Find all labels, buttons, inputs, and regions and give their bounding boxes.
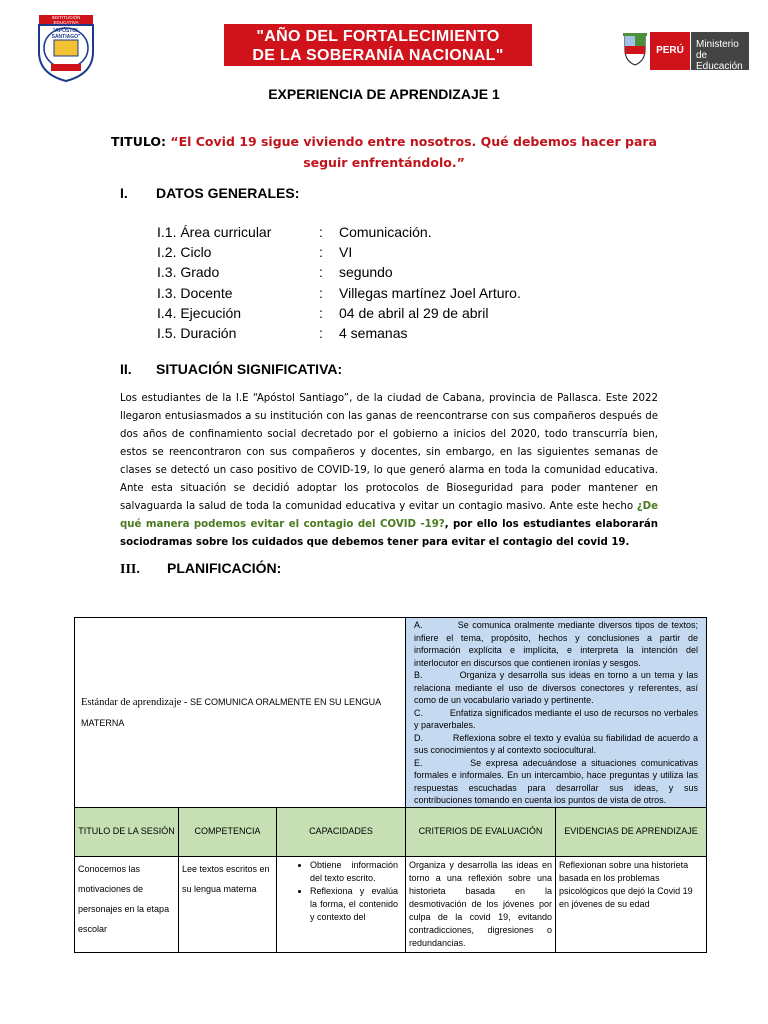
- data-key: I.4. Ejecución: [157, 304, 242, 321]
- data-key: I.1. Área curricular: [157, 224, 272, 240]
- evidence-cell: Reflexionan sobre una historieta basada en los problemas psicológicos que dejó la Covid 19 en jóvenes de su edad: [556, 856, 707, 952]
- data-sep: :: [319, 325, 323, 342]
- title-label: TITULO: [111, 134, 161, 149]
- data-key: I.5. Duración: [157, 325, 237, 342]
- data-row: [157, 242, 521, 262]
- section-3-heading: [120, 560, 281, 578]
- data-value: VI: [339, 244, 353, 261]
- minedu-name: [691, 32, 749, 70]
- capacities-cell: [277, 856, 406, 952]
- standard-description-cell: [406, 618, 707, 808]
- header-capacities: CAPACIDADES: [277, 807, 406, 856]
- standard-item: B. Organiza y desarrolla sus ideas en torno a un tema y las relaciona mediante el uso de diversos conectores y referentes, así como de un vocabulario variado y pertinente.: [414, 670, 698, 705]
- minedu-line-1: Ministerio: [696, 39, 739, 50]
- data-value: Villegas martínez Joel Arturo.: [339, 284, 521, 301]
- header-criteria: CRITERIOS DE EVALUACIÓN: [406, 807, 556, 856]
- standard-row: [75, 618, 707, 808]
- data-row: [157, 323, 521, 343]
- data-sep: :: [319, 304, 323, 321]
- section-2-number: II.: [120, 361, 132, 377]
- situation-question: ¿De qué manera podemos evitar el contagio del COVID -19?: [120, 501, 658, 530]
- table-header-row: [75, 807, 707, 856]
- section-1-heading: [120, 185, 299, 201]
- section-1-title: DATOS GENERALES:: [156, 185, 300, 201]
- situation-text-2: , por ello los estudiantes elaborarán sociodramas sobre los cuidados que debemos tener para evitar el contagio del covid 19.: [120, 519, 658, 548]
- table-row: [75, 856, 707, 952]
- header-competence: COMPETENCIA: [179, 807, 277, 856]
- data-key: I.2. Ciclo: [157, 244, 212, 261]
- data-sep: :: [319, 284, 323, 301]
- session-cell: Conocemos las motivaciones de personajes en la etapa escolar: [75, 856, 179, 952]
- data-row: [157, 283, 521, 303]
- document-title: EXPERIENCIA DE APRENDIZAJE 1: [268, 86, 500, 102]
- standard-label-cell: [75, 618, 406, 808]
- standard-item: C. Enfatiza significados mediante el uso de recursos no verbales y paraverbales.: [414, 707, 698, 730]
- general-data-list: [157, 222, 521, 343]
- section-2-heading: [120, 361, 342, 377]
- title-text: “El Covid 19 sigue viviendo entre nosotros. Qué debemos hacer para seguir enfrentándolo.”: [170, 134, 657, 170]
- data-value: Comunicación.: [339, 224, 432, 240]
- banner-line-1: "AÑO DEL FORTALECIMIENTO: [256, 28, 500, 45]
- standard-item: D. Reflexiona sobre el texto y evalúa su fiabilidad de acuerdo a sus conocimientos y al contexto sociocultural.: [414, 732, 698, 755]
- competence-cell: Lee textos escritos en su lengua materna: [179, 856, 277, 952]
- section-3-title: PLANIFICACIÓN:: [167, 560, 282, 576]
- situation-text-1: Los estudiantes de la I.E “Apóstol Santiago”, de la ciudad de Cabana, provincia de Pallasca. Este 2022 llegaron entusiasmados a su institución con las ganas de reencontrarse con sus compañeros después de dos años de confinamiento social decretado por el gobierno a inicios del 2020, todo transcurría bien, estos se reencontraron con sus compañeros y docentes, sin embargo, en las siguientes semanas de clases se detectó un caso positivo de COVID-19, lo que generó alarma en toda la comunidad educativa. Ante esta situación se decidió adoptar los protocolos de Bioseguridad para poder mantener en salvaguarda la salud de toda la comunidad educativa y evitar un contagio masivo. Ante este hecho: [120, 393, 658, 512]
- data-sep: :: [319, 224, 323, 240]
- data-value: 04 de abril al 29 de abril: [339, 304, 489, 321]
- standard-prefix: Estándar de aprendizaje -: [81, 696, 191, 708]
- criteria-cell: Organiza y desarrolla las ideas en torno a una reflexión sobre una historieta basada en la desmotivación de los jóvenes por culpa de la covid 19, evitando contradicciones, digresiones o redundancias.: [406, 856, 556, 952]
- capacity-item: • Obtiene información del texto escrito.: [310, 859, 402, 885]
- section-2-title: SITUACIÓN SIGNIFICATIVA:: [156, 361, 343, 377]
- data-row: [157, 303, 521, 323]
- data-key: I.3. Docente: [157, 284, 233, 301]
- data-value: segundo: [339, 264, 393, 281]
- data-row: [157, 222, 521, 242]
- minedu-country: PERÚ: [650, 32, 690, 70]
- minedu-logo: [622, 30, 750, 72]
- header-evidence: EVIDENCIAS DE APRENDIZAJE: [556, 807, 707, 856]
- planning-table: [74, 617, 707, 953]
- data-key: I.3. Grado: [157, 264, 220, 281]
- school-logo-name: "APÓSTOL SANTIAGO": [51, 28, 81, 40]
- data-row: [157, 262, 521, 282]
- standard-item: E. Se expresa adecuándose a situaciones comunicativas formales e informales. En un intercambio, hace preguntas y utiliza las respuestas escuchadas para desarrollar sus ideas, y sus contribuciones tomando en cuenta los puntos de vista de otros.: [414, 757, 698, 805]
- school-logo-text: INSTITUCIÓN EDUCATIVA: [51, 15, 81, 25]
- situation-paragraph: [120, 390, 658, 552]
- session-title-block: TITULO: “El Covid 19 sigue viviendo entre nosotros. Qué debemos hacer para seguir enfrentándolo.”: [111, 134, 657, 170]
- standard-label: SE COMUNICA ORALMENTE EN SU LENGUA MATERNA: [81, 696, 381, 728]
- capacity-item: • Reflexiona y evalúa la forma, el contenido y contexto del: [310, 885, 402, 924]
- year-banner: [224, 24, 532, 66]
- data-sep: :: [319, 264, 323, 281]
- section-1-number: I.: [120, 185, 128, 201]
- school-logo: [35, 14, 97, 82]
- banner-line-2: DE LA SOBERANÍA NACIONAL": [252, 47, 504, 64]
- minedu-line-2: de Educación: [696, 50, 743, 72]
- data-sep: :: [319, 244, 323, 261]
- header-session: TITULO DE LA SESIÓN: [75, 807, 179, 856]
- data-value: 4 semanas: [339, 325, 408, 342]
- peru-shield-icon: [622, 32, 648, 66]
- section-3-number: III.: [120, 562, 140, 577]
- standard-item: A. Se comunica oralmente mediante diversos tipos de textos; infiere el tema, propósito, hechos y conclusiones a partir de información explícita e implícita, e interpreta la intención del interlocutor en discursos que contienen ironías y sesgos.: [414, 620, 698, 668]
